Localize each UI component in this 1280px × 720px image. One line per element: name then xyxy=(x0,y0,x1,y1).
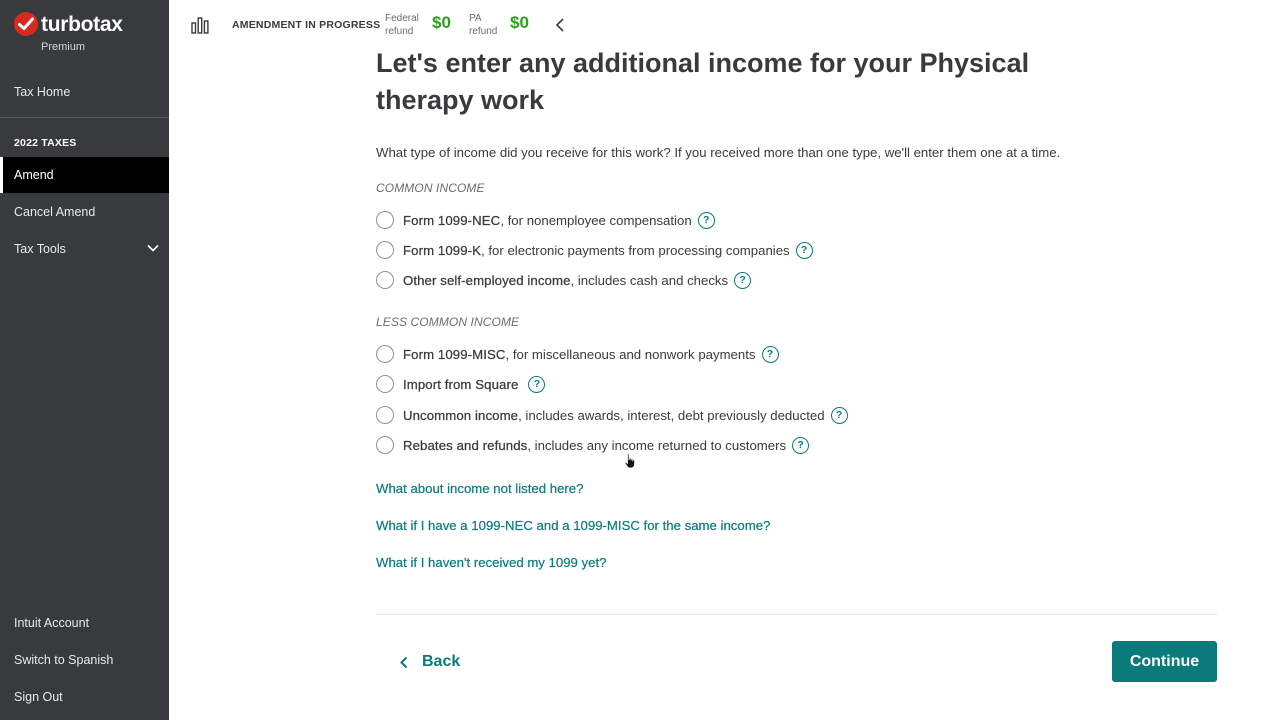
help-icon[interactable]: ? xyxy=(528,376,545,393)
option-label xyxy=(403,377,518,392)
back-button-label: Back xyxy=(422,653,461,670)
income-question: What type of income did you receive for this work? If you received more than one type, we'll enter them one at a time. xyxy=(376,145,1061,160)
option-description: , includes any income returned to customers xyxy=(527,437,787,453)
amendment-status: AMENDMENT IN PROGRESS xyxy=(232,19,381,31)
less-common-income-label: LESS COMMON INCOME xyxy=(376,315,520,329)
sidebar-item-switch-spanish[interactable]: Switch to Spanish xyxy=(14,653,114,667)
sidebar-item-tax-home[interactable]: Tax Home xyxy=(14,85,71,99)
option-title: Form 1099-K xyxy=(403,242,482,258)
state-refund-label xyxy=(469,12,497,38)
radio-button[interactable] xyxy=(376,271,394,289)
help-icon[interactable]: ? xyxy=(734,272,751,289)
back-button[interactable] xyxy=(400,650,460,674)
common-income-label: COMMON INCOME xyxy=(376,181,485,195)
option-title: Other self-employed income xyxy=(403,272,571,288)
page-title: Let's enter any additional income for your Physical therapy work xyxy=(376,48,1030,115)
option-label xyxy=(403,213,692,228)
option-label xyxy=(403,347,756,362)
bar-chart-icon[interactable] xyxy=(191,16,209,34)
sidebar-item-intuit-account[interactable]: Intuit Account xyxy=(14,616,90,630)
option-label xyxy=(403,243,790,258)
top-bar xyxy=(169,0,1280,50)
option-1099-k[interactable] xyxy=(376,240,813,260)
help-icon[interactable]: ? xyxy=(792,437,809,454)
radio-button[interactable] xyxy=(376,406,394,424)
option-title: Uncommon income xyxy=(403,407,519,423)
brand-name: turbotax xyxy=(41,13,123,36)
sidebar-item-tax-tools[interactable] xyxy=(0,231,169,267)
turbotax-logo[interactable] xyxy=(14,12,154,56)
option-description: , for electronic payments from processing companies xyxy=(481,242,790,258)
continue-button[interactable]: Continue xyxy=(1112,641,1217,682)
option-1099-misc[interactable] xyxy=(376,344,779,364)
help-icon[interactable]: ? xyxy=(698,212,715,229)
option-description: , includes cash and checks xyxy=(570,272,729,288)
option-description: , for nonemployee compensation xyxy=(500,212,692,228)
option-other-self-employed[interactable] xyxy=(376,270,751,290)
hand-cursor-icon xyxy=(624,453,636,469)
link-1099-nec-and-misc[interactable]: What if I have a 1099-NEC and a 1099-MISC for the same income? xyxy=(376,518,771,533)
radio-button[interactable] xyxy=(376,345,394,363)
help-icon[interactable]: ? xyxy=(762,346,779,363)
option-description: , includes awards, interest, debt previously deducted xyxy=(518,407,825,423)
option-title: Form 1099-NEC xyxy=(403,212,501,228)
option-description: , for miscellaneous and nonwork payments xyxy=(505,346,756,362)
state-label-line1: PA xyxy=(469,13,482,24)
sidebar-item-label: Tax Tools xyxy=(14,242,66,256)
federal-refund-value: $0 xyxy=(432,13,451,32)
option-label xyxy=(403,438,786,453)
sidebar-item-amend[interactable]: Amend xyxy=(0,157,169,193)
checkmark-logo-icon xyxy=(14,12,38,36)
link-not-received-1099[interactable]: What if I haven't received my 1099 yet? xyxy=(376,555,607,570)
option-title: Import from Square xyxy=(403,376,519,392)
option-uncommon-income[interactable] xyxy=(376,405,848,425)
sidebar-item-cancel-amend[interactable]: Cancel Amend xyxy=(14,205,96,219)
help-icon[interactable]: ? xyxy=(831,407,848,424)
chevron-left-icon[interactable] xyxy=(555,17,565,33)
federal-label-line1: Federal xyxy=(385,13,419,24)
federal-refund-label xyxy=(385,12,419,38)
state-label-line2: refund xyxy=(469,26,498,37)
link-income-not-listed[interactable]: What about income not listed here? xyxy=(376,481,584,496)
help-icon[interactable]: ? xyxy=(796,242,813,259)
option-rebates-refunds[interactable] xyxy=(376,435,809,455)
sidebar-section-title: 2022 TAXES xyxy=(14,137,77,149)
option-title: Rebates and refunds xyxy=(403,437,528,453)
radio-button[interactable] xyxy=(376,375,394,393)
radio-button[interactable] xyxy=(376,241,394,259)
sidebar-item-sign-out[interactable]: Sign Out xyxy=(14,690,63,704)
sidebar xyxy=(0,0,169,720)
option-label xyxy=(403,408,825,423)
sidebar-divider xyxy=(0,117,169,118)
radio-button[interactable] xyxy=(376,436,394,454)
chevron-down-icon xyxy=(147,244,159,252)
state-refund-value: $0 xyxy=(510,13,529,32)
radio-button[interactable] xyxy=(376,211,394,229)
option-title: Form 1099-MISC xyxy=(403,346,506,362)
chevron-left-icon xyxy=(400,656,408,669)
option-label xyxy=(403,273,728,288)
footer-divider xyxy=(376,614,1217,615)
option-1099-nec[interactable] xyxy=(376,210,715,230)
edition-label: Premium xyxy=(41,41,86,53)
option-import-square[interactable] xyxy=(376,374,545,394)
federal-label-line2: refund xyxy=(385,26,414,37)
